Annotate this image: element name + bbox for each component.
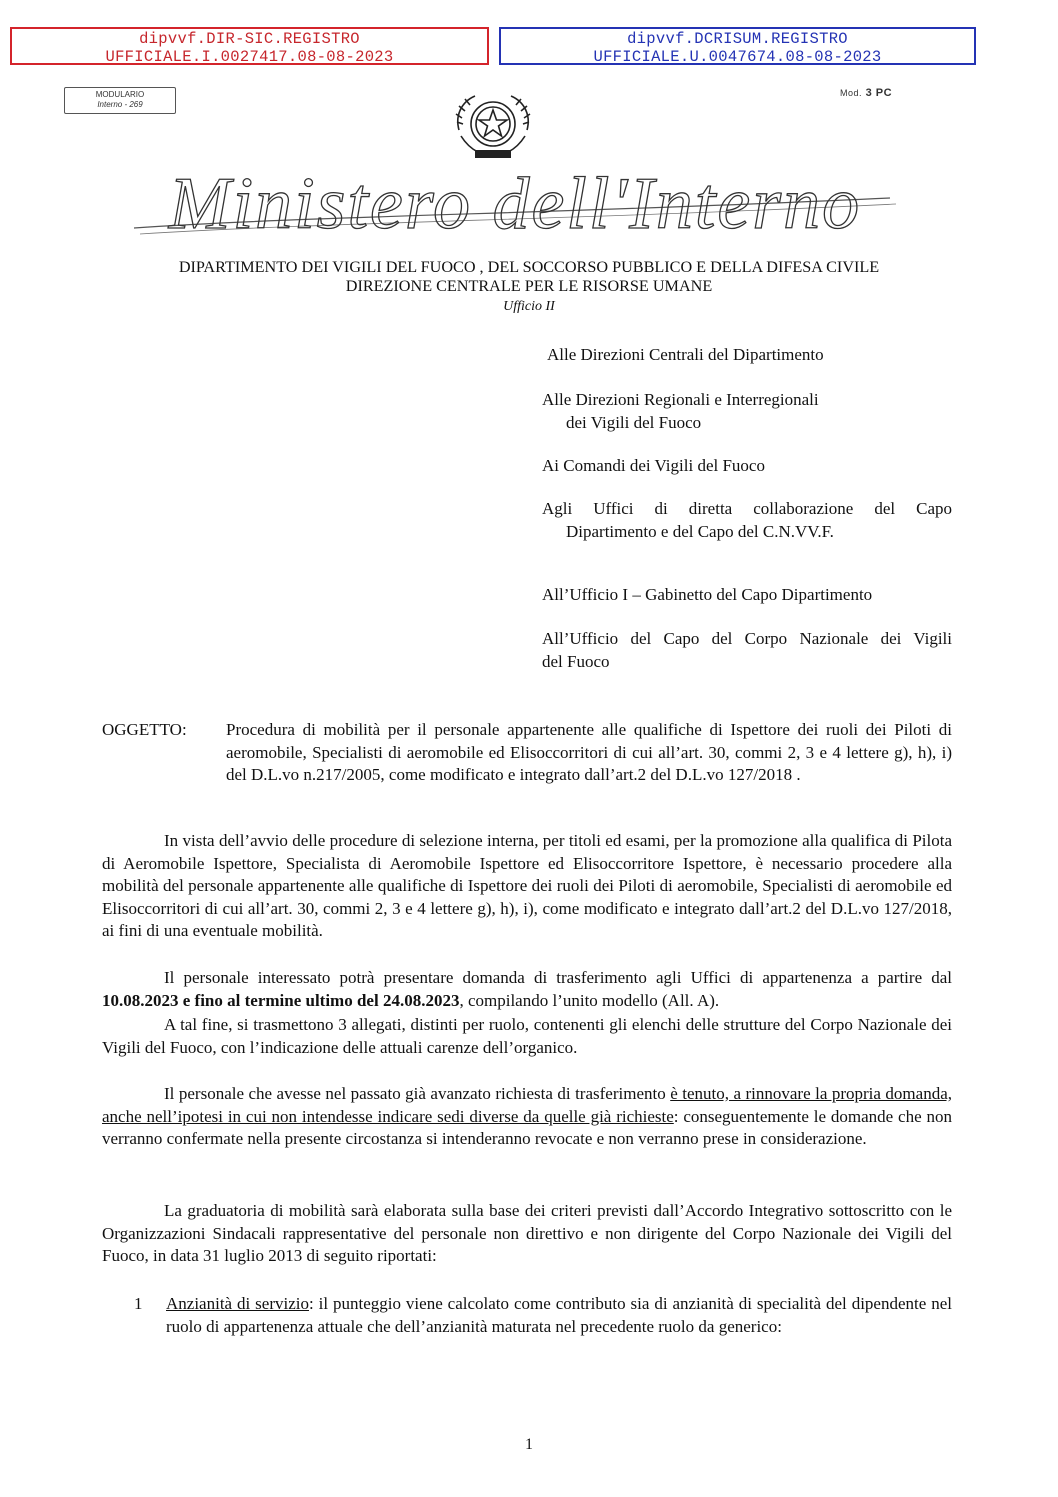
list-item <box>166 1293 952 1338</box>
paragraph-text: Il personale interessato potrà presentare domanda di trasferimento agli Uffici di appartenenza a partire dal <box>164 968 952 987</box>
list-item-number: 1 <box>134 1294 143 1313</box>
protocol-stamp-incoming <box>10 27 489 65</box>
modulario-code: Interno - 269 <box>97 100 143 109</box>
paragraph-text: Il personale che avesse nel passato già avanzato richiesta di trasferimento <box>164 1084 671 1103</box>
recipient-cabinet-office: All’Ufficio I – Gabinetto del Capo Dipartimento <box>542 585 873 604</box>
department-name: DIPARTIMENTO DEI VIGILI DEL FUOCO , DEL SOCCORSO PUBBLICO E DELLA DIFESA CIVILE <box>178 258 880 276</box>
recipient-line: Agli Uffici di diretta collaborazione del Capo <box>542 499 952 518</box>
paragraph-text: In vista dell’avvio delle procedure di selezione interna, per titoli ed esami, per la promozione alla qualifica di Pilota di Aeromobile Ispettore, Specialista di Aeromobile Ispettore ed Elisoccorritore Ispettore, è necessario procedere alla mobilità del personale appartenente alle qualifiche di Ispettore dei ruoli dei Piloti di aeromobile, Specialisti di aeromobile ed Elisoccorritori di cui all’art. 30, commi 2, 3 e 4 lettere g), h), i), come modificato e integrato dall’art.2 del D.L.vo 127/2018, ai fini di una eventuale mobilità. <box>102 831 952 940</box>
recipient-regional-directorates <box>542 389 952 434</box>
modulario-box <box>64 87 176 114</box>
ministero-dell-interno-logo <box>130 158 900 250</box>
paragraph-text: La graduatoria di mobilità sarà elaborata sulla base dei criteri previsti dall’Accordo Integrativo sottoscritto con le Organizzazioni Sindacali rappresentative del personale non direttivo e non dirigente del Corpo Nazionale dei Vigili del Fuoco, in data 31 luglio 2013 di seguito riportati: <box>102 1201 952 1265</box>
underlined-requirement: è tenuto, a rinnovare la propria domanda, anche nell’ipotesi in cui non intendesse indicare sedi diverse da quelle già richieste <box>102 1084 952 1126</box>
paragraph-text: : conseguentemente le domande che non verranno confermate nella presente circostanza si intenderanno revocate e non verranno prese in considerazione. <box>102 1106 952 1148</box>
stamp-line: dipvvf.DIR-SIC.REGISTRO <box>139 30 360 48</box>
recipient-line: del Fuoco <box>542 651 610 671</box>
subject-text: Procedura di mobilità per il personale appartenente alle qualifiche di Ispettore dei ruoli dei Piloti di aeromobile, Specialisti di aeromobile ed Elisoccorritori di cui all’art. 30, commi 2, 3 e 4 lettere g), h), i) del D.L.vo n.217/2005, come modificato e integrato dall’art.2 del D.L.vo 127/2018 . <box>226 720 952 784</box>
list-item-title: Anzianità di servizio <box>166 1294 309 1313</box>
form-code <box>840 87 892 99</box>
modulario-label: MODULARIO <box>95 90 145 99</box>
recipient-line: All’Ufficio del Capo del Corpo Nazionale dei Vigili <box>542 629 952 648</box>
recipient-line: Alle Direzioni Regionali e Interregionali <box>542 390 819 409</box>
subject-label: OGGETTO: <box>102 720 187 739</box>
recipient-line: Dipartimento e del Capo del C.N.VV.F. <box>566 521 834 541</box>
office-name: Ufficio II <box>503 299 555 314</box>
paragraph-text: , compilando l’unito modello (All. A). <box>459 990 720 1010</box>
paragraph-1 <box>102 830 952 943</box>
paragraph-3 <box>102 1014 952 1059</box>
recipient-line: dei Vigili del Fuoco <box>566 412 702 432</box>
recipient-chief-office <box>542 628 952 673</box>
paragraph-2 <box>102 967 952 1012</box>
deadline-dates: 10.08.2023 e fino al termine ultimo del 24.08.2023 <box>102 990 460 1010</box>
directorate-name: DIREZIONE CENTRALE PER LE RISORSE UMANE <box>345 277 713 295</box>
protocol-stamp-outgoing <box>499 27 976 65</box>
form-code-value: 3 PC <box>865 87 893 99</box>
list-item-text: : il punteggio viene calcolato come contributo sia di anzianità di specialità del dipendente nel ruolo di appartenenza attuale che dell’anzianità maturata nel precedente ruolo da generico: <box>166 1294 952 1336</box>
ministry-name: Ministero dell'Interno <box>168 163 862 245</box>
recipient-collaboration-offices <box>542 498 952 543</box>
stamp-line: UFFICIALE.U.0047674.08-08-2023 <box>593 48 882 66</box>
paragraph-text: A tal fine, si trasmettono 3 allegati, distinti per ruolo, contenenti gli elenchi delle strutture del Corpo Nazionale dei Vigili del Fuoco, con l’indicazione delle attuali carenze dell’organico. <box>102 1015 952 1057</box>
recipient-commands: Ai Comandi dei Vigili del Fuoco <box>542 456 765 475</box>
form-code-prefix: Mod. <box>840 88 863 98</box>
page-number: 1 <box>525 1436 533 1453</box>
stamp-line: dipvvf.DCRISUM.REGISTRO <box>627 30 848 48</box>
paragraph-4 <box>102 1083 952 1151</box>
stamp-line: UFFICIALE.I.0027417.08-08-2023 <box>105 48 394 66</box>
recipient-central-directorates: Alle Direzioni Centrali del Dipartimento <box>547 345 824 364</box>
italian-republic-emblem-icon <box>447 86 539 166</box>
paragraph-5 <box>102 1200 952 1268</box>
